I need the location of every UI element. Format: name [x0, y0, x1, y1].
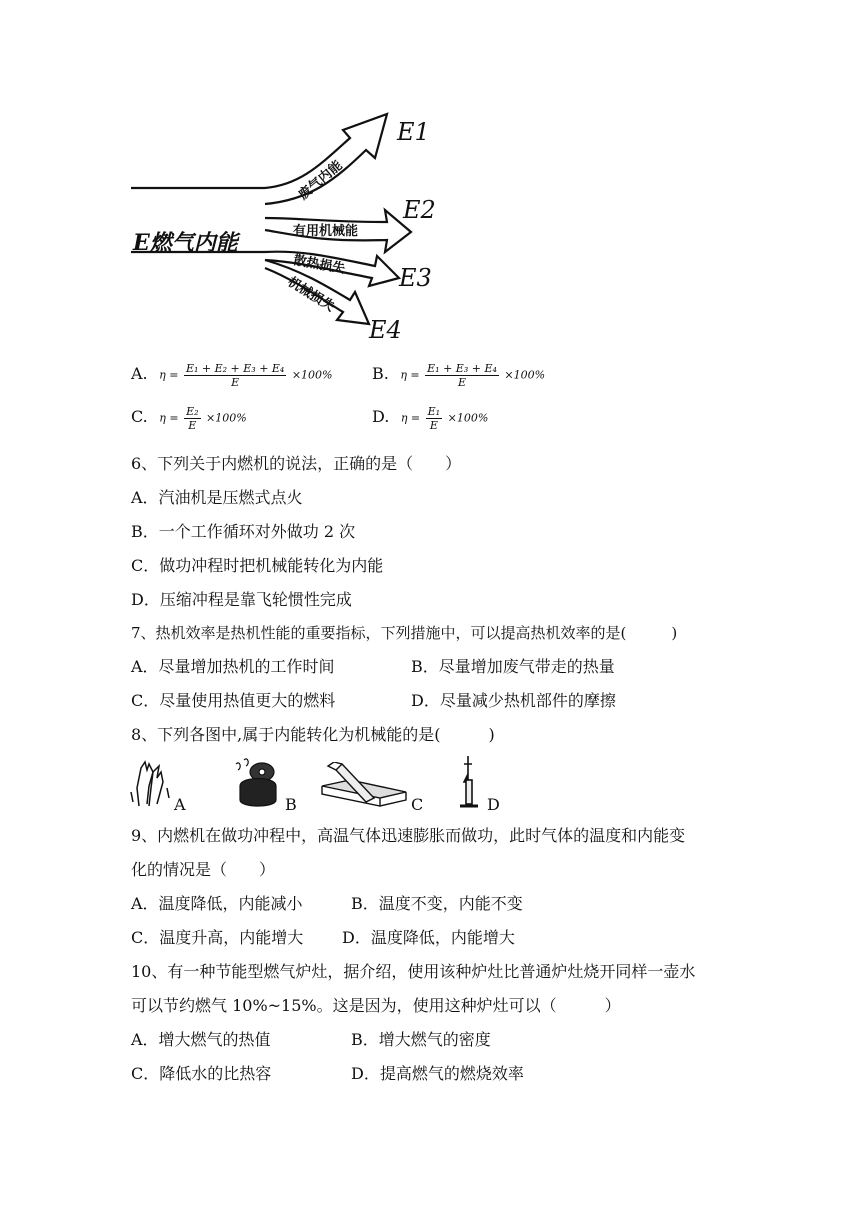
branch-name-e3: E3 — [399, 264, 432, 292]
q8-label-c: C — [411, 795, 424, 814]
energy-flow-diagram — [125, 100, 445, 350]
saw-wood-picture[interactable] — [320, 762, 410, 808]
q7-option-d[interactable]: D．尽量减少热机部件的摩擦 — [411, 691, 616, 710]
kettle-steam-picture[interactable] — [232, 756, 284, 810]
branch-name-e4: E4 — [369, 316, 402, 344]
q10-stem-line1: 10、有一种节能型燃气炉灶，据介绍，使用该种炉灶比普通炉灶烧开同样一壶水 — [131, 962, 696, 981]
q9-stem-line1: 9、内燃机在做功冲程中，高温气体迅速膨胀而做功，此时气体的温度和内能变 — [131, 826, 686, 845]
q7-option-a[interactable]: A．尽量增加热机的工作时间 — [131, 657, 335, 676]
q9-option-d[interactable]: D．温度降低，内能增大 — [342, 928, 515, 947]
q6-option-b[interactable]: B．一个工作循环对外做功 2 次 — [131, 522, 356, 541]
q10-option-d[interactable]: D．提高燃气的燃烧效率 — [351, 1064, 524, 1083]
q9-option-b[interactable]: B．温度不变，内能不变 — [351, 894, 523, 913]
q5-option-b[interactable]: B. η = $\frac{\text{E₁ + E₃ + E₄}}{E}$ ×100% — [372, 362, 546, 389]
q10-option-b[interactable]: B．增大燃气的密度 — [351, 1030, 491, 1049]
q6-option-d[interactable]: D．压缩冲程是靠飞轮惯性完成 — [131, 590, 352, 609]
q6-option-a[interactable]: A．汽油机是压燃式点火 — [131, 488, 303, 507]
branch-name-e2: E2 — [403, 196, 436, 224]
q8-label-d: D — [487, 795, 500, 814]
q10-option-a[interactable]: A．增大燃气的热值 — [131, 1030, 271, 1049]
q7-option-b[interactable]: B．尽量增加废气带走的热量 — [411, 657, 615, 676]
source-label: E燃气内能 — [133, 230, 238, 256]
q5-option-c[interactable]: C. η = $\frac{\text{E₂}}{E}$ ×100% — [131, 405, 247, 432]
q9-option-c[interactable]: C．温度升高，内能增大 — [131, 928, 304, 947]
branch-label-e4: 机械损失 — [284, 274, 337, 315]
q8-label-b: B — [285, 795, 297, 814]
q8-label-a: A — [174, 795, 186, 814]
q7-stem: 7、热机效率是热机性能的重要指标，下列措施中，可以提高热机效率的是( ) — [131, 624, 678, 642]
q9-option-a[interactable]: A．温度降低，内能减小 — [131, 894, 303, 913]
q5-option-d[interactable]: D. η = $\frac{\text{E₁}}{E}$ ×100% — [372, 405, 489, 432]
branch-name-e1: E1 — [397, 118, 430, 146]
branch-label-e3: 散热损失 — [292, 253, 347, 277]
q10-stem-line2: 可以节约燃气 10%~15%。这是因为，使用这种炉灶可以（ ） — [131, 996, 621, 1015]
q10-option-c[interactable]: C．降低水的比热容 — [131, 1064, 272, 1083]
q6-option-c[interactable]: C．做功冲程时把机械能转化为内能 — [131, 556, 384, 575]
q8-stem: 8、下列各图中,属于内能转化为机械能的是( ) — [131, 725, 495, 744]
branch-label-e2: 有用机械能 — [293, 224, 359, 239]
q6-stem: 6、下列关于内燃机的说法，正确的是（ ） — [131, 454, 462, 473]
air-pump-picture[interactable] — [458, 754, 486, 810]
q9-stem-line2: 化的情况是（ ） — [131, 860, 276, 879]
q5-option-a[interactable]: A. η = $\frac{\text{E₁ + E₂ + E₃ + E₄}}{E}$ ×100% — [131, 362, 333, 389]
rubbing-hands-picture[interactable] — [127, 758, 173, 808]
q7-option-c[interactable]: C．尽量使用热值更大的燃料 — [131, 691, 336, 710]
branch-label-e1: 废气内能 — [295, 158, 346, 204]
